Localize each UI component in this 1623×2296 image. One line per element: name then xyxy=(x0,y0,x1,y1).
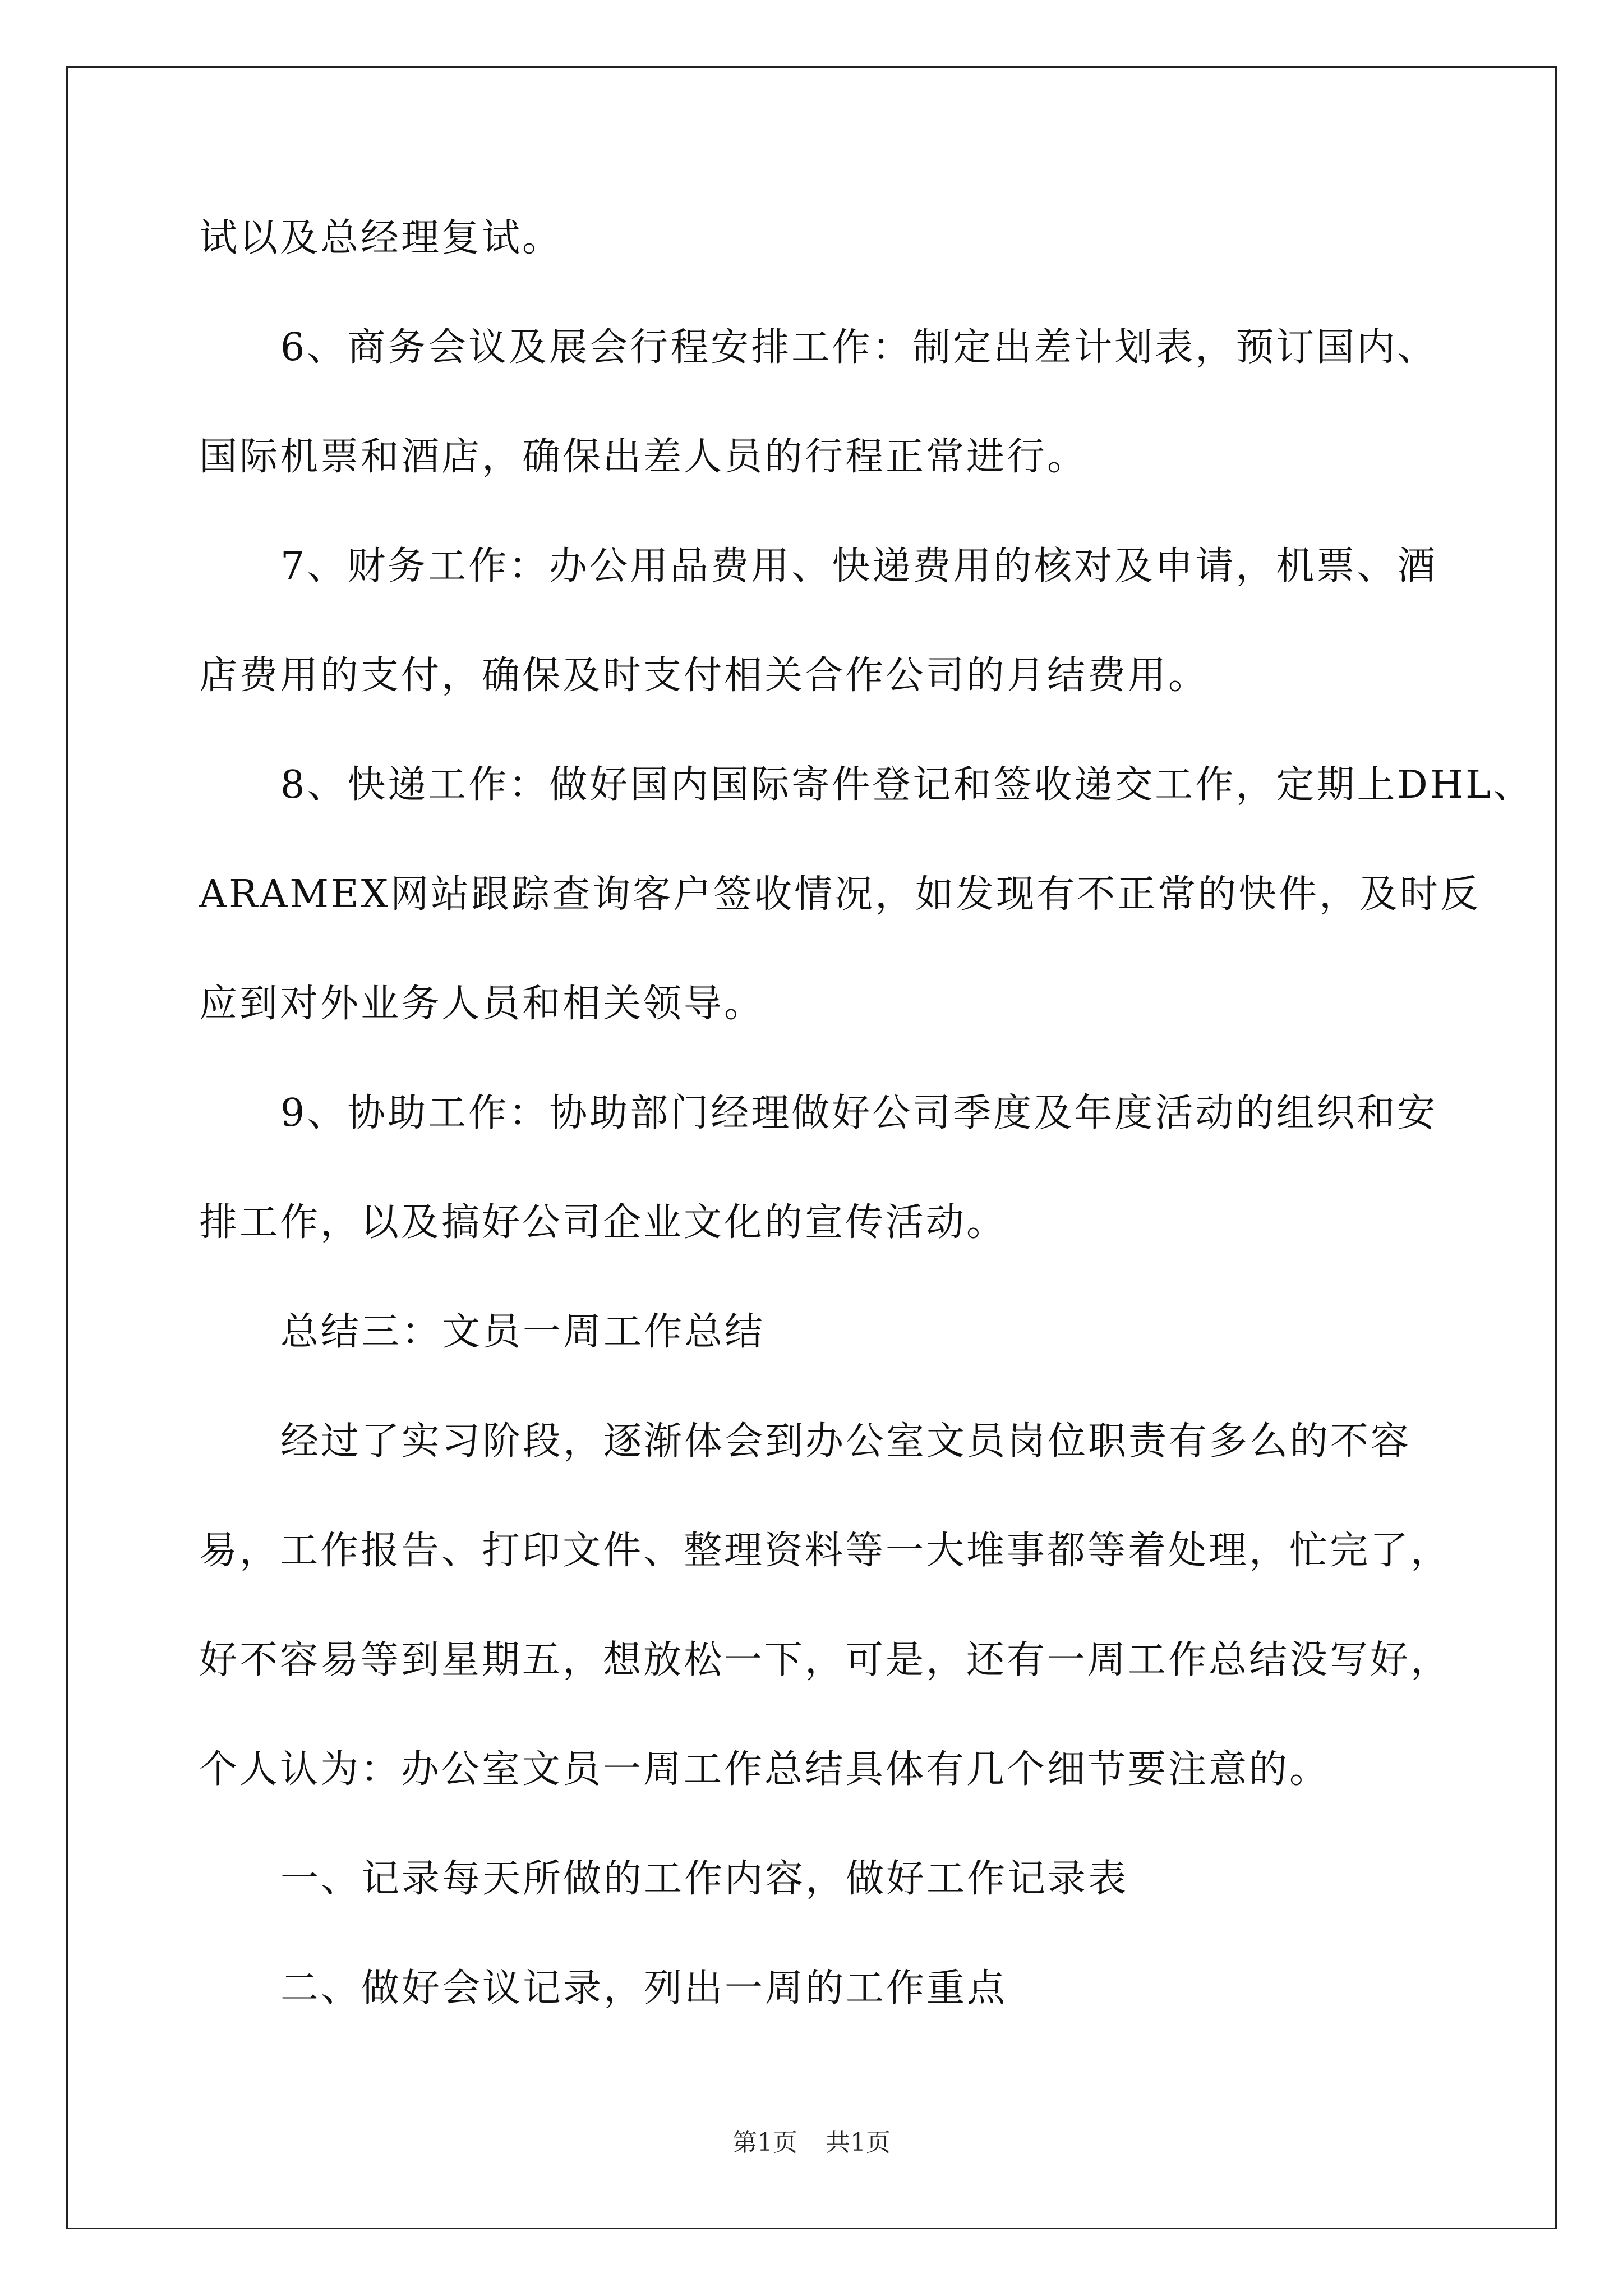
text-line: 经过了实习阶段，逐渐体会到办公室文员岗位职责有多么的不容 xyxy=(280,1419,1412,1464)
text-line: 应到对外业务人员和相关领导。 xyxy=(199,982,765,1026)
text-line: 排工作，以及搞好公司企业文化的宣传活动。 xyxy=(199,1200,1007,1245)
section-heading: 总结三：文员一周工作总结 xyxy=(280,1310,766,1354)
text-line: 9、协助工作：协助部门经理做好公司季度及年度活动的组织和安 xyxy=(280,1091,1438,1135)
text-line: 国际机票和酒店，确保出差人员的行程正常进行。 xyxy=(199,435,1088,479)
text-line: 好不容易等到星期五，想放松一下，可是，还有一周工作总结没写好， xyxy=(199,1638,1451,1682)
page-footer xyxy=(0,2126,1623,2160)
text-line: 店费用的支付，确保及时支付相关合作公司的月结费用。 xyxy=(199,654,1209,698)
page-border xyxy=(66,66,1557,2229)
list-item: 二、做好会议记录，列出一周的工作重点 xyxy=(280,1966,1008,2010)
page-number: 第1页 xyxy=(732,2128,797,2157)
text-line: 8、快递工作：做好国内国际寄件登记和签收递交工作，定期上DHL、 xyxy=(280,763,1534,807)
text-line: ARAMEX网站跟踪查询客户签收情况，如发现有不正常的快件，及时反 xyxy=(199,872,1481,917)
text-line: 试以及总经理复试。 xyxy=(199,216,563,260)
text-line: 易，工作报告、打印文件、整理资料等一大堆事都等着处理，忙完了， xyxy=(199,1529,1451,1573)
text-line: 6、商务会议及展会行程安排工作：制定出差计划表，预订国内、 xyxy=(280,325,1438,370)
text-line: 7、财务工作：办公用品费用、快递费用的核对及申请，机票、酒 xyxy=(280,544,1438,588)
list-item: 一、记录每天所做的工作内容，做好工作记录表 xyxy=(280,1857,1129,1901)
page-total: 共1页 xyxy=(826,2128,891,2157)
text-line: 个人认为：办公室文员一周工作总结具体有几个细节要注意的。 xyxy=(199,1747,1330,1792)
